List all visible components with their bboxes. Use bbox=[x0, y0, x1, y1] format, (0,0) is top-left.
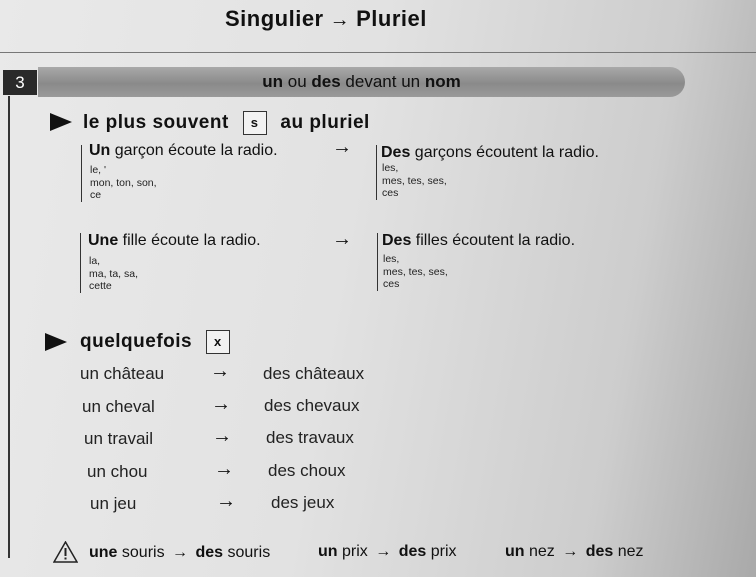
title-plural: Pluriel bbox=[356, 6, 427, 31]
ex2-plur-bar bbox=[377, 233, 378, 291]
section-margin-line bbox=[8, 96, 10, 558]
pair-2-arrow: → bbox=[211, 393, 231, 415]
section-banner-text: un ou des devant un nom bbox=[262, 72, 461, 91]
section-banner bbox=[38, 67, 685, 97]
title-singular: Singulier bbox=[225, 6, 324, 31]
pair-1-singular: un château bbox=[80, 364, 165, 383]
pair-4-plural: des choux bbox=[268, 461, 346, 480]
rule1-box-s: s bbox=[243, 111, 267, 135]
pair-2-plural: des chevaux bbox=[264, 396, 360, 415]
ex1-arrow: → bbox=[332, 136, 352, 158]
pair-3-plural: des travaux bbox=[266, 428, 354, 447]
pair-1-arrow: → bbox=[210, 360, 230, 382]
ex1-plur-bar bbox=[376, 145, 377, 200]
ex1-plur-alts: les, mes, tes, ses, ces bbox=[382, 162, 447, 199]
warning-item-2: un prix → des prix bbox=[318, 543, 457, 560]
ex2-arrow: → bbox=[332, 228, 352, 250]
pair-3-arrow: → bbox=[212, 425, 232, 447]
ex2-plur-alts: les, mes, tes, ses, ces bbox=[383, 253, 448, 290]
ex2-sing-alts: la, ma, ta, sa, cette bbox=[89, 255, 139, 292]
ex1-sing-alts: le, ' mon, ton, son, ce bbox=[90, 164, 157, 201]
rule2-heading: quelquefois x bbox=[80, 330, 230, 354]
ex1-sing-bar bbox=[81, 145, 82, 202]
top-divider bbox=[0, 52, 756, 53]
pair-4-arrow: → bbox=[214, 458, 234, 480]
ex2-plural: Des filles écoutent la radio. bbox=[382, 232, 576, 249]
section-number: 3 bbox=[3, 70, 37, 95]
pair-2-singular: un cheval bbox=[82, 397, 155, 416]
pair-4-singular: un chou bbox=[87, 462, 148, 481]
pair-5-singular: un jeu bbox=[90, 494, 137, 513]
rule2-box-x: x bbox=[206, 330, 230, 354]
rule1-heading: le plus souvent s au pluriel bbox=[83, 112, 370, 134]
ex1-plural: Des garçons écoutent la radio. bbox=[381, 144, 599, 161]
page-title bbox=[225, 6, 427, 32]
bullet-triangle-icon bbox=[45, 333, 67, 351]
ex2-singular: Une fille écoute la radio. bbox=[88, 232, 261, 249]
pair-5-arrow: → bbox=[216, 490, 236, 512]
ex1-singular: Un garçon écoute la radio. bbox=[89, 142, 278, 159]
warning-icon bbox=[53, 541, 78, 568]
pair-3-singular: un travail bbox=[84, 429, 153, 448]
warning-item-1: une souris → des souris bbox=[89, 544, 271, 561]
pair-5-plural: des jeux bbox=[271, 493, 335, 512]
bullet-triangle-icon bbox=[50, 113, 72, 131]
title-arrow: → bbox=[329, 9, 351, 31]
pair-1-plural: des châteaux bbox=[263, 364, 365, 383]
ex2-sing-bar bbox=[80, 233, 81, 293]
warning-item-3: un nez → des nez bbox=[505, 543, 644, 560]
